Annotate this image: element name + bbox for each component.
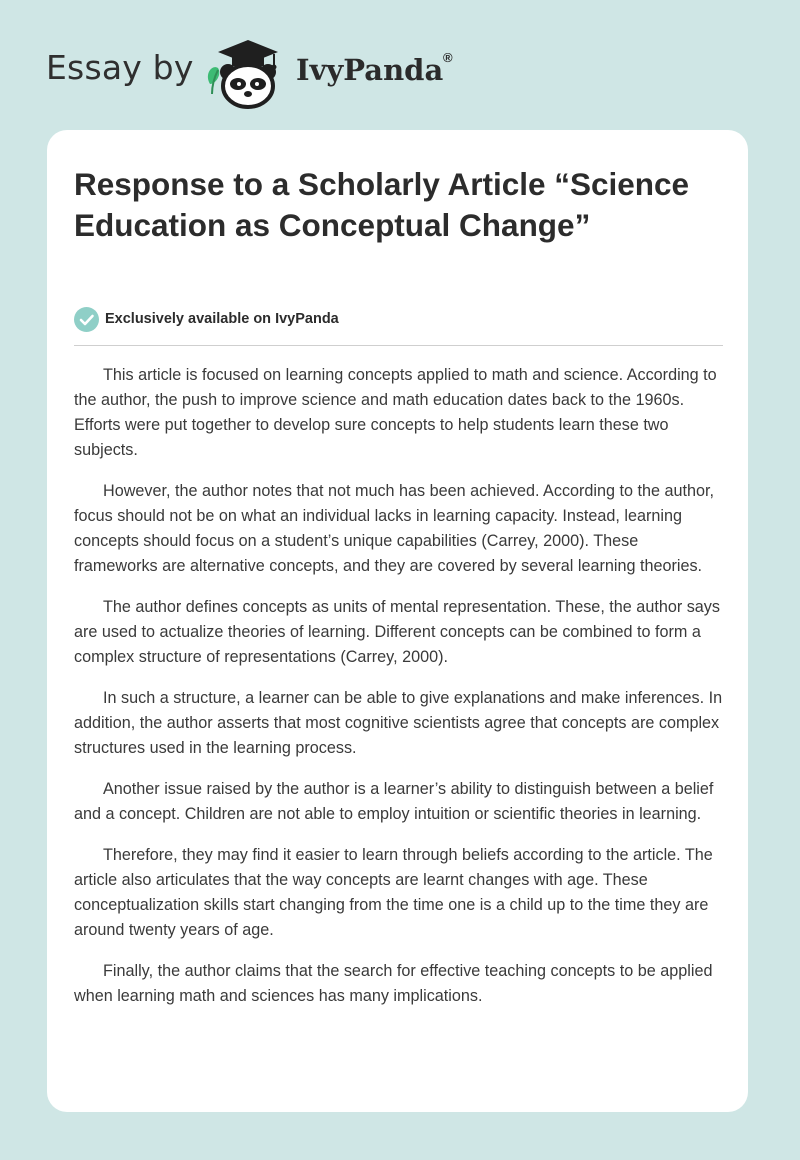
paragraph-3: The author defines concepts as units of mental representation. These, the author says are used to actualize theories of learning. Different concepts can be combined to form a complex structure of representations (Carrey, 2000). bbox=[74, 598, 720, 666]
check-circle-icon bbox=[74, 307, 99, 332]
article-body bbox=[74, 363, 726, 1025]
paragraph-2: However, the author notes that not much has been achieved. According to the author, focus should not be on what an individual lacks in learning capacity. Instead, learning concepts should focus on a student’s unique capabilities (Carrey, 2000). These frameworks are alternative concepts, and they are covered by several learning theories. bbox=[74, 482, 715, 575]
panda-graduate-logo-icon[interactable] bbox=[202, 34, 294, 110]
paragraph-5: Another issue raised by the author is a learner’s ability to distinguish between a belief and a concept. Children are not able to employ intuition or scientific theories in learning. bbox=[74, 780, 714, 823]
exclusive-badge-text: Exclusively available on IvyPanda bbox=[105, 311, 339, 327]
paragraph-6: Therefore, they may find it easier to learn through beliefs according to the article. The article also articulates that the way concepts are learnt changes with age. These conceptualization skills start changing from the time one is a child up to the time they are around twenty years of age. bbox=[74, 846, 713, 939]
paragraph-4: In such a structure, a learner can be able to give explanations and make inferences. In addition, the author asserts that most cognitive scientists agree that concepts are complex structures used in the learning process. bbox=[74, 689, 723, 757]
paragraph-1: This article is focused on learning concepts applied to math and science. According to the author, the push to improve science and math education dates back to the 1960s. Efforts were put together to develop sure concepts to help students learn these two subjects. bbox=[74, 366, 717, 459]
paragraph-7: Finally, the author claims that the search for effective teaching concepts to be applied when learning math and sciences has many implications. bbox=[74, 962, 713, 1005]
article-card bbox=[47, 130, 748, 1112]
essay-by-label: Essay by bbox=[46, 48, 194, 87]
title-divider bbox=[74, 345, 723, 346]
ivypanda-brand-name[interactable]: IvyPanda bbox=[296, 53, 444, 87]
article-title: Response to a Scholarly Article “Science Education as Conceptual Change” bbox=[74, 166, 690, 243]
site-header bbox=[46, 34, 466, 110]
registered-mark: ® bbox=[443, 50, 453, 65]
exclusive-badge bbox=[74, 306, 339, 332]
